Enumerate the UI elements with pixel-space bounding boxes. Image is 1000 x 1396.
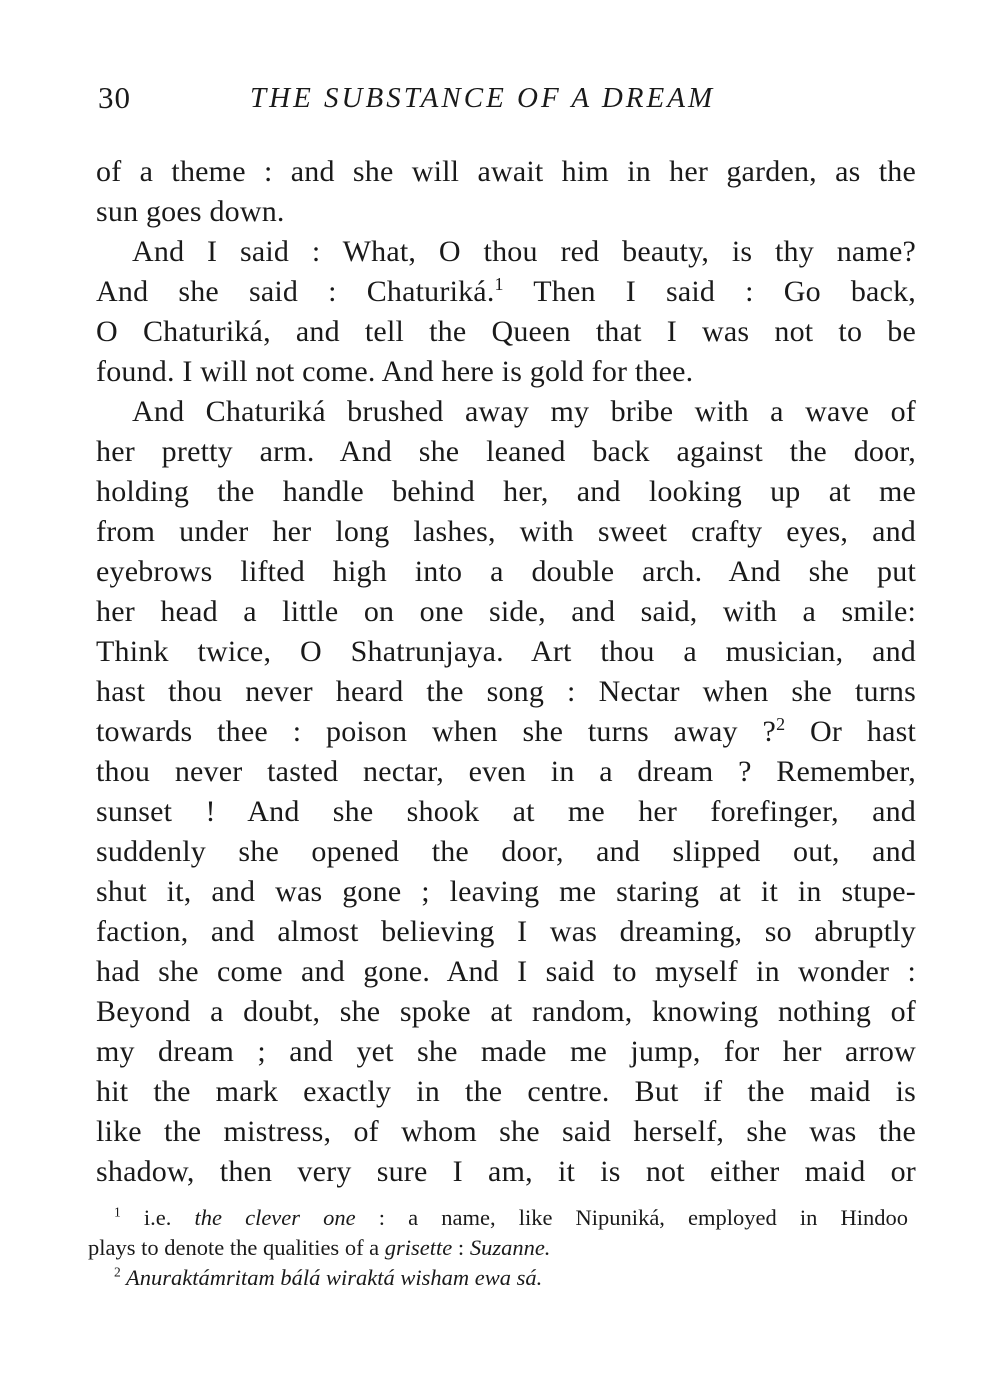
footnotes (88, 1203, 908, 1293)
text-line: faction, and almost believing I was dreaming, so abruptly (96, 915, 916, 948)
text-line: And I said : What, O thou red beauty, is thy name? (132, 235, 916, 268)
text-line: her head a little on one side, and said, with a smile: (96, 595, 916, 628)
text-segment: Or hast (785, 715, 916, 748)
text-segment: i.e. (120, 1205, 195, 1230)
text-line: shut it, and was gone ; leaving me staring at it in stupe- (96, 875, 916, 908)
text-segment: Then I said : Go back, (503, 275, 916, 308)
text-line: from under her long lashes, with sweet crafty eyes, and (96, 515, 916, 548)
footnote-1-continued (88, 1233, 908, 1263)
footnote-1 (88, 1203, 908, 1233)
italic-term: grisette (384, 1235, 453, 1260)
footnote-2 (88, 1263, 908, 1293)
text-segment: : a name, like Nipuniká, employed in Hindoo (355, 1205, 908, 1230)
text-line: found. I will not come. And here is gold for thee. (96, 355, 694, 388)
text-line: O Chaturiká, and tell the Queen that I was not to be (96, 315, 916, 348)
text-line: suddenly she opened the door, and slipped out, and (96, 835, 916, 868)
page-number: 30 (98, 80, 131, 115)
text-segment: And she said : Chaturiká. (96, 275, 495, 308)
text-line: hit the mark exactly in the centre. But if the maid is (96, 1075, 916, 1108)
text-line: shadow, then very sure I am, it is not either maid or (96, 1155, 916, 1188)
text-segment: plays to denote the qualities of a (88, 1235, 385, 1260)
text-line: holding the handle behind her, and looking up at me (96, 475, 916, 508)
text-line: her pretty arm. And she leaned back against the door, (96, 435, 916, 468)
text-line: eyebrows lifted high into a double arch. And she put (96, 555, 916, 588)
text-line: had she come and gone. And I said to myself in wonder : (96, 955, 916, 988)
text-segment: towards thee : poison when she turns away ? (96, 715, 777, 748)
body-text (96, 152, 916, 1192)
text-segment: : (452, 1235, 470, 1260)
text-line: hast thou never heard the song : Nectar when she turns (96, 675, 916, 708)
text-line: Think twice, O Shatrunjaya. Art thou a musician, and (96, 635, 916, 668)
text-line: And Chaturiká brushed away my bribe with a wave of (132, 395, 916, 428)
text-line: Beyond a doubt, she spoke at random, knowing nothing of (96, 995, 916, 1028)
footnote-marker: 1 (114, 1204, 121, 1220)
footnote-marker: 1 (494, 274, 504, 294)
text-line: sun goes down. (96, 195, 285, 228)
text-line: my dream ; and yet she made me jump, for her arrow (96, 1035, 916, 1068)
text-line: thou never tasted nectar, even in a dream ? Remember, (96, 755, 916, 788)
running-header (98, 78, 918, 118)
footnote-marker: 2 (114, 1264, 121, 1280)
footnote-marker: 2 (776, 714, 786, 734)
text-line: of a theme : and she will await him in her garden, as the (96, 155, 916, 188)
italic-term: Anuraktámritam bálá wiraktá wisham ewa sá. (120, 1265, 543, 1290)
italic-term: Suzanne. (469, 1235, 551, 1260)
text-line: like the mistress, of whom she said herself, she was the (96, 1115, 916, 1148)
text-line (96, 272, 916, 312)
italic-term: the clever one (194, 1205, 356, 1230)
text-line (96, 712, 916, 752)
running-title: THE SUBSTANCE OF A DREAM (250, 82, 716, 114)
text-line: sunset ! And she shook at me her forefinger, and (96, 795, 916, 828)
